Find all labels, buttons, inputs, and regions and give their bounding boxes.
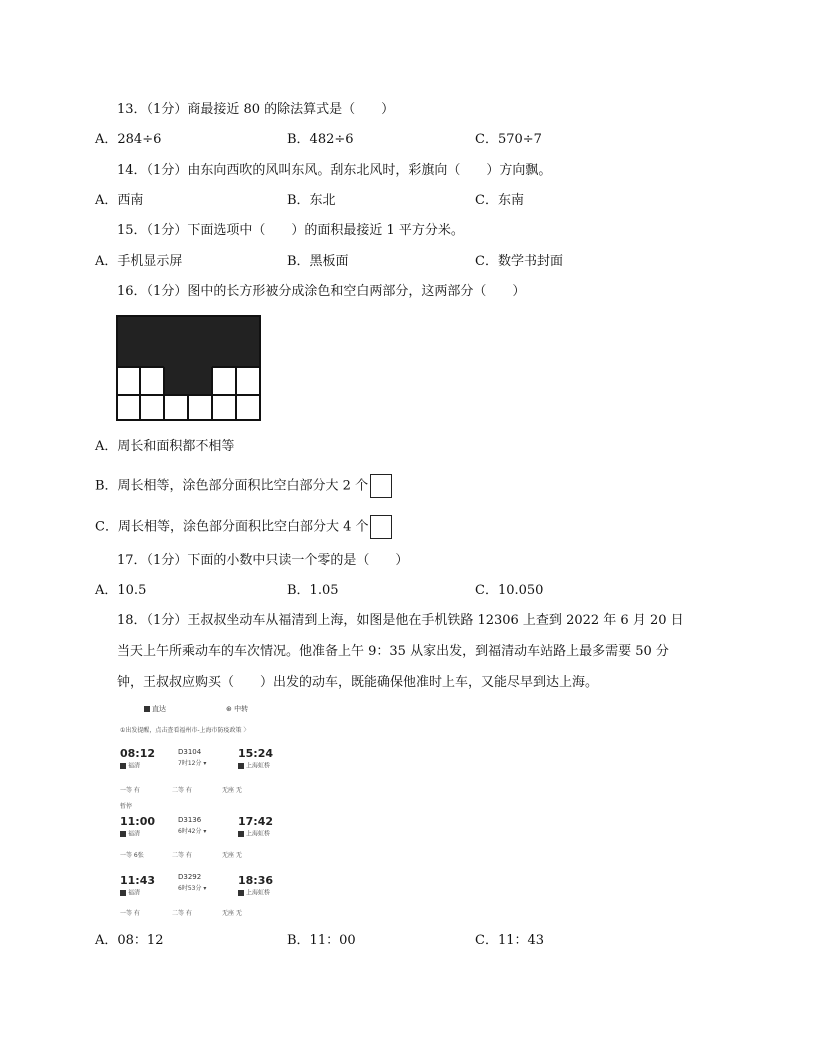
- q17-option-b: B．1.05: [287, 583, 339, 598]
- train-2-arrival: 17:42: [238, 815, 274, 828]
- q16-option-b: B．周长相等，涂色部分面积比空白部分大 2 个: [95, 478, 369, 494]
- q17-option-c: C．10.050: [475, 583, 544, 598]
- square-unit-box: [370, 515, 392, 539]
- train-2-seat-1: 一等 6张: [120, 852, 144, 859]
- train-3-seat-3: 无座 无: [222, 910, 242, 917]
- train-2-seat-2: 二等 有: [172, 852, 192, 859]
- question-17-stem: 17．（1分）下面的小数中只读一个零的是（ ）: [117, 553, 409, 568]
- square-unit-box: [370, 474, 392, 498]
- train-1-duration: 7时12分 ▾: [178, 760, 207, 767]
- tab-direct: 直达: [144, 706, 166, 713]
- q14-option-b: B．东北: [287, 193, 336, 208]
- train-3-seat-2: 二等 有: [172, 910, 192, 917]
- train-3-departure: 11:43: [120, 874, 156, 887]
- q14-option-a: A．西南: [95, 193, 144, 208]
- q18-option-b: B．11：00: [287, 933, 356, 948]
- train-1-arrival: 15:24: [238, 747, 274, 760]
- q16-option-a: A．周长和面积都不相等: [95, 439, 235, 454]
- train-1-from: 福清: [120, 763, 140, 770]
- train-3-code: D3292: [178, 873, 202, 881]
- train-2-departure: 11:00: [120, 815, 156, 828]
- mid-label: 暂停: [120, 803, 133, 810]
- q13-option-b: B．482÷6: [287, 132, 354, 147]
- q16-option-c: C．周长相等，涂色部分面积比空白部分大 4 个: [95, 519, 369, 535]
- train-2-duration: 6时42分 ▾: [178, 828, 207, 835]
- shaded-rectangle-figure: [116, 315, 261, 421]
- q13-option-a: A．284÷6: [95, 132, 162, 147]
- train-1-departure: 08:12: [120, 747, 156, 760]
- q17-option-a: A．10.5: [95, 583, 147, 598]
- q14-option-c: C．东南: [475, 193, 524, 208]
- train-3-seat-1: 一等 有: [120, 910, 140, 917]
- train-3-duration: 6时53分 ▾: [178, 885, 207, 892]
- q16-option-b-row: [95, 474, 392, 498]
- transfer-icon: ⊛: [226, 705, 232, 713]
- question-16-stem: 16．（1分）图中的长方形被分成涂色和空白两部分，这两部分（ ）: [117, 284, 526, 299]
- tab-transfer: ⊛ 中转: [226, 705, 249, 713]
- q13-option-c: C．570÷7: [475, 132, 542, 147]
- q15-option-c: C．数学书封面: [475, 254, 563, 269]
- train-3-from: 福清: [120, 890, 140, 897]
- question-13-stem: 13．（1分）商最接近 80 的除法算式是（ ）: [117, 102, 395, 117]
- train-icon: [144, 706, 150, 712]
- train-3-arrival: 18:36: [238, 874, 274, 887]
- q18-option-c: C．11：43: [475, 933, 545, 948]
- q18-option-a: A．08：12: [95, 933, 164, 948]
- train-2-from: 福清: [120, 831, 140, 838]
- train-2-to: 上海虹桥: [238, 831, 270, 838]
- q15-option-a: A．手机显示屏: [95, 254, 183, 269]
- q16-option-c-row: [95, 515, 392, 539]
- question-18-stem-line-2: 当天上午所乘动车的车次情况。他准备上午 9：35 从家出发，到福清动车站路上最多需要 50 分: [117, 644, 669, 659]
- question-14-stem: 14．（1分）由东向西吹的风叫东风。刮东北风时，彩旗向（ ）方向飘。: [117, 163, 552, 178]
- train-1-seat-1: 一等 有: [120, 787, 140, 794]
- train-1-to: 上海虹桥: [238, 763, 270, 770]
- train-1-code: D3104: [178, 748, 202, 756]
- notice-banner: ①出发提醒，点击查看福州市-上海市防疫政策 〉: [120, 727, 250, 734]
- q15-option-b: B．黑板面: [287, 254, 349, 269]
- question-18-stem-line-1: 18．（1分）王叔叔坐动车从福清到上海，如图是他在手机铁路 12306 上查到 2022 年 6 月 20 日: [117, 613, 684, 628]
- question-18-stem-line-3: 钟，王叔叔应购买（ ）出发的动车，既能确保他准时上车，又能尽早到达上海。: [117, 675, 599, 690]
- train-schedule-screenshot: [114, 701, 280, 923]
- train-1-seat-2: 二等 有: [172, 787, 192, 794]
- shaded-region: [116, 315, 261, 395]
- train-2-code: D3136: [178, 816, 202, 824]
- question-15-stem: 15．（1分）下面选项中（ ）的面积最接近 1 平方分米。: [117, 223, 464, 238]
- train-3-to: 上海虹桥: [238, 890, 270, 897]
- train-1-seat-3: 无座 无: [222, 787, 242, 794]
- train-2-seat-3: 无座 无: [222, 852, 242, 859]
